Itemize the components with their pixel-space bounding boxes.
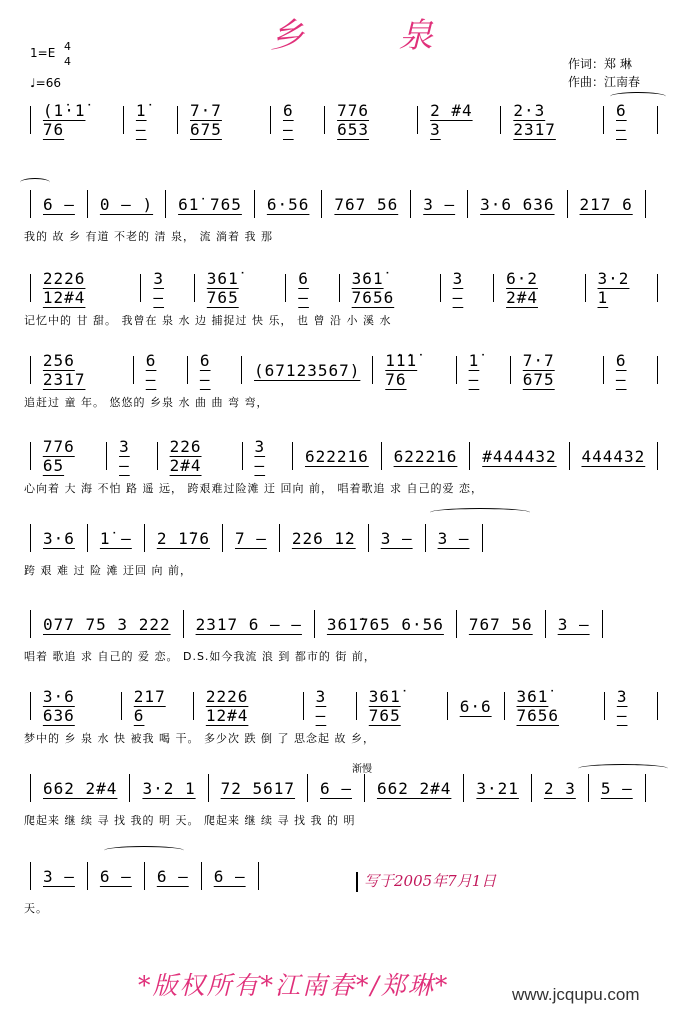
barline	[463, 774, 464, 802]
score-row-2	[24, 190, 664, 218]
barline	[356, 692, 357, 720]
barline	[324, 106, 325, 134]
measure: 3·21	[476, 778, 519, 798]
measure: 2226 12#4	[42, 269, 86, 307]
measure: 6 –	[43, 194, 75, 214]
measure: 6 –	[298, 269, 309, 307]
measure: 6·6	[459, 696, 492, 716]
measure: 2317 6 – –	[195, 614, 302, 634]
barline	[285, 274, 286, 302]
measure: 361̇765 6·56	[326, 614, 444, 634]
measure: 2 #4 3	[430, 101, 473, 139]
score-row-6	[24, 524, 664, 552]
notes-line	[24, 774, 664, 802]
measure: 3·6	[43, 528, 75, 548]
score-row-4	[24, 351, 664, 389]
measure: 662 2#4	[43, 778, 118, 798]
barline	[177, 106, 178, 134]
key-signature: 1=E	[30, 46, 56, 60]
barline	[30, 442, 31, 470]
measure: 7·7 675	[190, 101, 222, 139]
measure: 0 – )	[99, 194, 154, 214]
barline	[372, 356, 373, 384]
composer-credit: 作曲：江南春	[568, 75, 641, 89]
score-row-8	[24, 687, 664, 725]
lyrics-line: 跨 艰 难 过 险 滩 迂回 向 前，	[24, 564, 192, 577]
barline	[30, 356, 31, 384]
barline	[314, 610, 315, 638]
score-row-10	[24, 862, 664, 890]
barline	[30, 610, 31, 638]
barline	[339, 274, 340, 302]
lyrics-line: 心向着 大 海 不怕 路 遥 远， 跨艰难过险滩 迂 回向 前， 唱着歌追 求 自己的爱 恋，	[24, 482, 483, 495]
measure: 6 –	[282, 101, 294, 139]
barline	[193, 692, 194, 720]
barline	[603, 356, 604, 384]
measure: (67123567)	[254, 360, 361, 380]
measure: 622216	[304, 446, 369, 466]
barline	[585, 274, 586, 302]
barline	[270, 106, 271, 134]
barline	[657, 692, 658, 720]
measure: 662 2#4	[376, 778, 452, 798]
barline	[657, 442, 658, 470]
measure: 226 2#4	[169, 437, 202, 475]
barline	[165, 190, 166, 218]
measure: 361̇ 7656	[516, 687, 560, 725]
barline	[603, 106, 604, 134]
notes-line	[24, 269, 664, 307]
measure: 361̇ 765	[206, 269, 239, 307]
measure: 3·6 636	[480, 194, 555, 214]
barline	[187, 356, 188, 384]
barline	[121, 692, 122, 720]
barline	[87, 524, 88, 552]
slur-mark	[20, 178, 50, 187]
notes-line	[24, 101, 664, 139]
barline	[87, 190, 88, 218]
measure: 2·3 2317	[513, 101, 556, 139]
lyrics-line: 爬起来 继 续 寻 找 我的 明 天。 爬起来 继 续 寻 找 我 的 明	[24, 814, 356, 827]
measure: 776 653	[337, 101, 369, 139]
measure: 3 –	[153, 269, 165, 307]
barline	[30, 190, 31, 218]
barline	[657, 274, 658, 302]
measure: 776 65	[42, 437, 75, 475]
measure: 256 2317	[42, 351, 86, 389]
barline	[157, 442, 158, 470]
measure: 5 –	[600, 778, 633, 798]
measure: 226 1̇2	[291, 528, 356, 548]
barline	[467, 190, 468, 218]
barline	[242, 442, 243, 470]
score-row-5	[24, 437, 664, 475]
measure: 61̇ 765	[178, 194, 242, 214]
lyrics-line: 追赶过 童 年。 悠悠的 乡泉 水 曲 曲 弯 弯，	[24, 396, 269, 409]
score-row-3	[24, 269, 664, 307]
measure: 622216	[393, 446, 458, 466]
measure: 7 –	[234, 528, 267, 548]
barline	[602, 610, 603, 638]
slur-mark	[610, 92, 666, 101]
barline	[567, 190, 568, 218]
barline	[510, 356, 511, 384]
measure: (1̇·1̇ 76	[42, 101, 86, 139]
lyrics-line: 唱着 歌追 求 自己的 爱 恋。 D.S.如今我流 浪 到 都市的 街 前，	[24, 650, 376, 663]
barline	[657, 356, 658, 384]
measure: 72 5617	[220, 778, 296, 798]
barline	[531, 774, 532, 802]
barline	[194, 274, 195, 302]
measure: 1̇1̇1̇ 76	[385, 351, 418, 389]
date-signature-text: 写于2005年7月1日	[364, 872, 497, 890]
measure: 6 –	[615, 351, 627, 389]
measure: 767 56	[334, 194, 399, 214]
measure: 3 –	[452, 269, 464, 307]
measure: 6 –	[616, 101, 627, 139]
measure: 3·6 636	[42, 687, 75, 725]
barline	[364, 774, 365, 802]
barline	[30, 274, 31, 302]
score-row-7	[24, 610, 664, 638]
measure: 077 75 3 222	[43, 614, 171, 634]
measure: 3 –	[43, 866, 75, 886]
barline	[254, 190, 255, 218]
measure: 361̇ 7656	[351, 269, 395, 307]
copyright-notice: *版权所有*江南春*/郑琳*	[138, 971, 450, 1000]
barline	[604, 692, 605, 720]
barline	[30, 774, 31, 802]
barline	[493, 274, 494, 302]
measure: 3 –	[380, 528, 413, 548]
measure: 6 –	[199, 351, 211, 389]
notes-line	[24, 524, 664, 552]
notes-line	[24, 351, 664, 389]
barline	[482, 524, 483, 552]
barline	[87, 862, 88, 890]
time-signature-top: 4	[64, 40, 71, 53]
site-watermark: www.jcqupu.com	[512, 985, 640, 1004]
barline	[30, 692, 31, 720]
barline	[645, 190, 646, 218]
barline	[201, 862, 202, 890]
measure: 217 6	[133, 687, 166, 725]
measure: 217 6	[579, 194, 633, 214]
barline	[469, 442, 470, 470]
measure: 3 –	[315, 687, 327, 725]
barline	[208, 774, 209, 802]
measure: 2226 12#4	[205, 687, 249, 725]
measure: 6 –	[320, 778, 352, 798]
barline	[30, 106, 31, 134]
measure: 3 –	[423, 194, 456, 214]
notes-line	[24, 190, 664, 218]
barline	[144, 524, 145, 552]
slur-mark	[430, 508, 530, 517]
notes-line	[24, 437, 664, 475]
tempo-marking: ♩=66	[30, 76, 61, 90]
barline	[307, 774, 308, 802]
barline	[569, 442, 570, 470]
notes-line	[24, 610, 664, 638]
measure: 6 –	[213, 866, 246, 886]
measure: 3 –	[616, 687, 628, 725]
measure: 2 1̇76	[156, 528, 210, 548]
barline	[123, 106, 124, 134]
lyrics-line: 梦中的 乡 泉 水 快 被我 喝 干。 多少次 跌 倒 了 思念起 故 乡，	[24, 732, 375, 745]
barline	[106, 442, 107, 470]
barline	[133, 356, 134, 384]
slur-mark	[578, 764, 668, 773]
barline	[545, 610, 546, 638]
measure: 6 –	[145, 351, 157, 389]
notes-line	[24, 687, 664, 725]
measure: 3·2 1	[142, 778, 196, 798]
measure: 3 –	[254, 437, 266, 475]
barline	[368, 524, 369, 552]
barline	[258, 862, 259, 890]
lyrics-line: 我的 故 乡 有道 不老的 清 泉， 流 淌着 我 那	[24, 230, 273, 243]
lyrics-line: 天。	[24, 902, 48, 915]
slur-mark	[104, 846, 184, 855]
lyricist-credit: 作词：郑 琳	[568, 57, 632, 71]
barline	[183, 610, 184, 638]
measure: 361̇ 765	[368, 687, 401, 725]
barline	[129, 774, 130, 802]
measure: 3 –	[557, 614, 590, 634]
score-row-9	[24, 774, 664, 802]
performance-mark: 渐慢	[352, 764, 372, 775]
barline	[140, 274, 141, 302]
barline	[588, 774, 589, 802]
barline	[456, 610, 457, 638]
barline	[440, 274, 441, 302]
measure: 1̇ –	[468, 351, 480, 389]
score-row-1	[24, 101, 664, 139]
measure: 444432	[581, 446, 646, 466]
barline	[292, 442, 293, 470]
barline	[303, 692, 304, 720]
barline	[30, 524, 31, 552]
barline	[144, 862, 145, 890]
barline	[504, 692, 505, 720]
barline	[500, 106, 501, 134]
barline	[279, 524, 280, 552]
measure: 6 –	[99, 866, 132, 886]
barline	[657, 106, 658, 134]
date-signature	[356, 870, 496, 892]
barline	[447, 692, 448, 720]
barline	[410, 190, 411, 218]
barline	[456, 356, 457, 384]
barline	[417, 106, 418, 134]
time-signature-bottom: 4	[64, 55, 71, 68]
barline	[321, 190, 322, 218]
measure: 2 3	[543, 778, 576, 798]
measure: 1̇ –	[135, 101, 147, 139]
measure: 6·56	[266, 194, 310, 214]
measure: 1̇ –	[99, 528, 132, 548]
measure: 767 56	[468, 614, 533, 634]
barline	[222, 524, 223, 552]
measure: 6·2 2#4	[506, 269, 538, 307]
barline	[30, 862, 31, 890]
measure: 6 –	[156, 866, 189, 886]
measure: 3·2 1	[597, 269, 630, 307]
song-title: 乡 泉	[270, 16, 475, 56]
barline	[241, 356, 242, 384]
barline	[381, 442, 382, 470]
measure: #444432	[482, 446, 557, 466]
barline	[425, 524, 426, 552]
measure: 3 –	[437, 528, 470, 548]
measure: 7·7 675	[522, 351, 555, 389]
lyrics-line: 记忆中的 甘 甜。 我曾在 泉 水 边 捕捉过 快 乐， 也 曾 沿 小 溪 水	[24, 314, 392, 327]
notes-line	[24, 862, 664, 890]
measure: 3 –	[119, 437, 130, 475]
barline	[645, 774, 646, 802]
